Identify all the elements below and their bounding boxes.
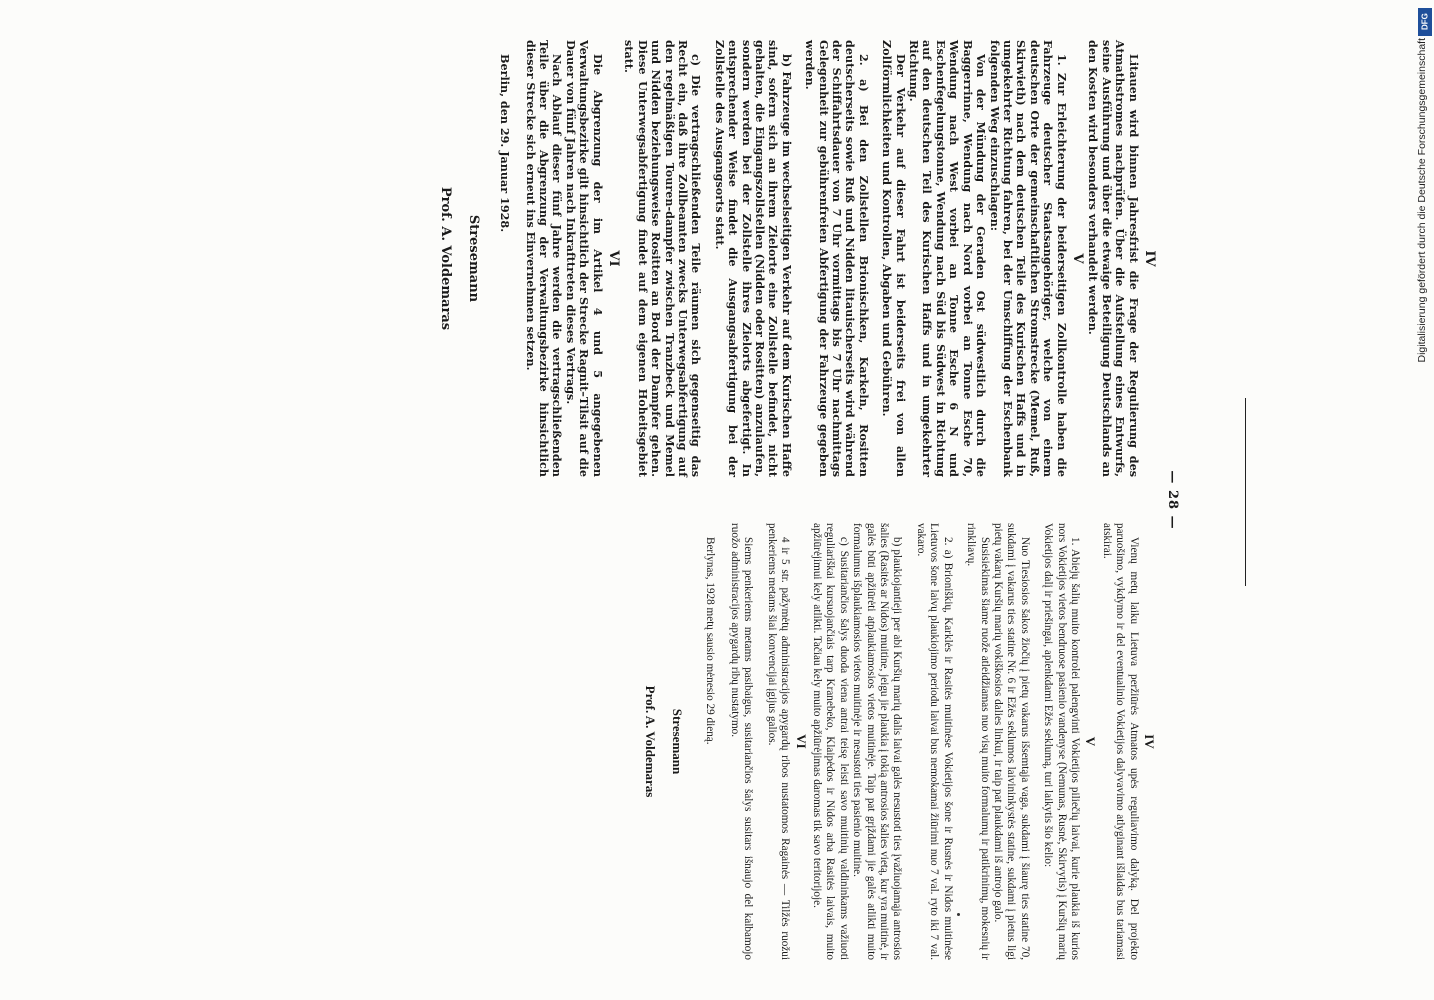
end-rule-german <box>1245 398 1246 586</box>
lithuanian-section-v-para-5: b) plaukiojantieji per abi Kuršių marių dalis laivai galės nesustoti ties įvažiuojamąja antrosios šalies (Rasitės ar Nidos) muitine, jeigu jie plaukia į tokią antrosios šalies vietą, kur yra muitinė, ir galės būti apžiūrėti atplaukiamosios vietos muitinėje. Taip pat grįždami jie galės atlikti muito formalumus išplaukiamosios vietos muitinėje ir nesustoti ties pasienio muitine. <box>851 523 904 960</box>
lithuanian-date-line: Berlynas, 1928 metų sausio mėnesio 29 dieną. <box>703 537 716 745</box>
german-section-vi-heading: VI <box>605 250 621 267</box>
german-section-v-para-4: 2. a) Bei den Zollstellen Brionischken, Karkeln, Rositten deutscherseits sowie Ruß und Nidden litauischerseits wird während der Schiffahrtsdauer von 7 Uhr vormittags bis 7 Uhr nachmittags Gelegenheit zur gebührenfreien Abfertigung der Fahrzeuge gegeben werden. <box>803 40 871 477</box>
german-section-v-para-6: c) Die vertragschließenden Teile räumen sich gegenseitig das Recht ein, daß ihre Zollbeamten zwecks Unterwegsabfertigung auf den regelmäßigen Touren-dampfer zwischen Tranzbeck und Memel und Nidden beziehungsweise Rositten an Bord der Dampfer gehen. Diese Unterwegsabfertigung findet auf dem eigenen Hoheitsgebiet statt. <box>622 40 704 477</box>
scan-speck <box>957 913 960 916</box>
digitization-note-text: Digitalisierung gefördert durch die Deutsche Forschungsgemeinschaft <box>1416 38 1428 363</box>
page-number: — 28 — <box>1165 470 1180 530</box>
german-section-v-para-2: Von der Mündung der Geraden Ost südwestlich durch die Baggerrinne, Wendung nach Nord vorbei an Tonne Esche 70, Wendung nach West vorbei an Tonne Esche 6 N und Eschenfegelungstonne, Wendung nach Süd bis Südwest in Richtung auf den deutschen Teil des Kurischen Haffs und in umgekehrter Richtung. <box>907 40 989 477</box>
german-section-vi-para-1: Die Abgrenzung der im Artikel 4 und 5 angegebenen Verwaltungsbezirke gilt hinsichtlich der Strecke Ragnit–Tilsit auf die Dauer von fünf Jahren nach Inkrafttreten dieses Vertrags. <box>563 40 605 477</box>
german-section-v-para-3: Der Verkehr auf dieser Fahrt ist beiderseits frei von allen Zollförmlichkeiten und Kontrollen, Abgaben und Gebühren. <box>880 40 908 477</box>
german-section-iv-text: Litauen wird binnen Jahresfrist die Frage der Regulierung des Atmathstromes nachprüfen. Über die Aufstellung eines Entwurfs, seine Ausführung und über die etwaige Beteiligung Deutschlands an den Kosten wird besonders verhandelt werden. <box>1086 40 1141 477</box>
lithuanian-signature-voldemaras: Prof. A. Voldemaras <box>642 685 658 798</box>
lithuanian-signature-stresemann: Stresemann <box>670 708 686 775</box>
rotated-document-page <box>28 20 1188 980</box>
lithuanian-section-v-heading: V <box>1083 736 1099 747</box>
lithuanian-column <box>439 523 1158 960</box>
german-section-v-para-5: b) Fahrzeuge im wechselseitigen Verkehr auf dem Kurischen Haffe sind, sofern sich an ihrem Zielorte eine Zollstelle befindet, nicht gehalten, die Eingangszollstellen (Nidden oder Rositten) anzulaufen, sondern werden bei der Zollstelle ihres Zielorts abgefertigt. In entsprechender Weise findet die Ausgangsabfertigung bei der Zollstelle des Ausgangsorts statt. <box>712 40 794 477</box>
german-signature-stresemann: Stresemann <box>465 214 481 303</box>
lithuanian-section-vi-para-1: 4 ir 5 str. pažymėtų administracijos apygardų ribos nustatomos Ragainės — Tilžės ruožui penkeriems metams šiai konvencijai įgijus galios. <box>765 523 792 960</box>
lithuanian-section-iv-heading: IV <box>1142 734 1157 749</box>
german-section-v-heading: V <box>1069 253 1085 264</box>
german-signature-voldemaras: Prof. A. Voldemaras <box>438 186 454 331</box>
lithuanian-section-vi-heading: VI <box>793 734 809 749</box>
german-date-line: Berlin, den 29. Januar 1928. <box>498 54 513 233</box>
lithuanian-section-v-para-1: 1. Abiejų šalių muito kontrolei palengvinti Vokietijos piliečių laivai, kurie plaukia iš kurios nors Vokietijos vietos bendruose pasienio vandenyse (Nemunas, Rusnė, Skirvytis) į Kuršių marių Vokietijos dalį ir priešingai, aplenkdami Ežės seklumą, turi laikytis šio kelio: <box>1042 523 1081 960</box>
digitization-note <box>1410 8 1434 992</box>
lithuanian-section-v-para-4: 2. a) Brioniškių, Karklės ir Rasitės muitinėse Vokietijos šone ir Rusnės ir Nidos muitinėse Lietuvos šone laivų plaukiojimo periodu laivai bus nemokamai žiūrimi nuo 7 val. ryto iki 7 val. vakaro. <box>914 523 954 960</box>
lithuanian-section-v-para-6: c) Susitariančios šalys duoda viena antrai teisę leisti savo muitinių valdininkams važiuoti reguliariškai kursuojančiais tarp Kranebeko, Klaipėdos ir Nidos arba Rasitės laivais, muito apžiūrėjimui kely atlikti. Tačiau kely muito apžiūrėjimas daromas tik savo teritorijoje. <box>811 523 850 960</box>
german-section-vi-para-2: Nach Ablauf dieser fünf Jahre werden die vertragschließenden Teile über die Abgrenzung der Verwaltungsbezirke hinsichtlich dieser Strecke sich erneut ins Einvernehmen setzen. <box>523 40 565 477</box>
lithuanian-section-vi-para-2: Siems penkeriems metams pasibaigus, susitariančios šalys susitars išnaujo del kalbamojo ruožo administracijos apygardų ribų nustatymo. <box>729 523 755 960</box>
lithuanian-section-v-para-3: Susisiekimas šiame ruože atleidžiamas nuo visų muito formalumų ir patikrinimų, mokesnių ir rinkliavų. <box>965 523 991 960</box>
dfg-logo: DFG <box>1418 8 1432 36</box>
german-section-v-para-1: 1. Zur Erleichterung der beiderseitigen Zollkontrolle haben die Fahrzeuge deutscher Staatsangehöriger, welche von einem deutschen Orte der gemeinschaftlichen Stromstrecke (Memel, Ruß, Skirwieth) nach dem deutschen Teile des Kurischen Haffs und in umgekehrter Richtung fahren, bei der Umschiffung der Eschenbank folgenden Weg einzuschlagen: <box>987 40 1069 477</box>
lithuanian-section-iv-text: Vienų metų laiku Lietuva peržiūrės Atmatos upės reguliavimo dalyką. Del projekto paruošimo, vykdymo ir del eventualinio Vokietijos dalyvavimo atlyginant išlaidas bus tariamasi atskirai. <box>1100 523 1140 960</box>
lithuanian-section-v-para-2: Nuo Tiesiosios šakos žiočių į pietų vakarus išsemtąja vaga, sukdami į šiaurę ties statine 70, sukdami į vakarus ties statine Nr. 6 ir Ežės seklumos laivininkystės statine, sukdami į pietus ligi pietų vakarų Kuršių marių vokiškosios dalies linkui, ir taip pat plaukdami iš antrojo galo. <box>991 523 1031 960</box>
german-column <box>439 40 1158 477</box>
german-section-iv-heading: IV <box>1142 250 1157 267</box>
